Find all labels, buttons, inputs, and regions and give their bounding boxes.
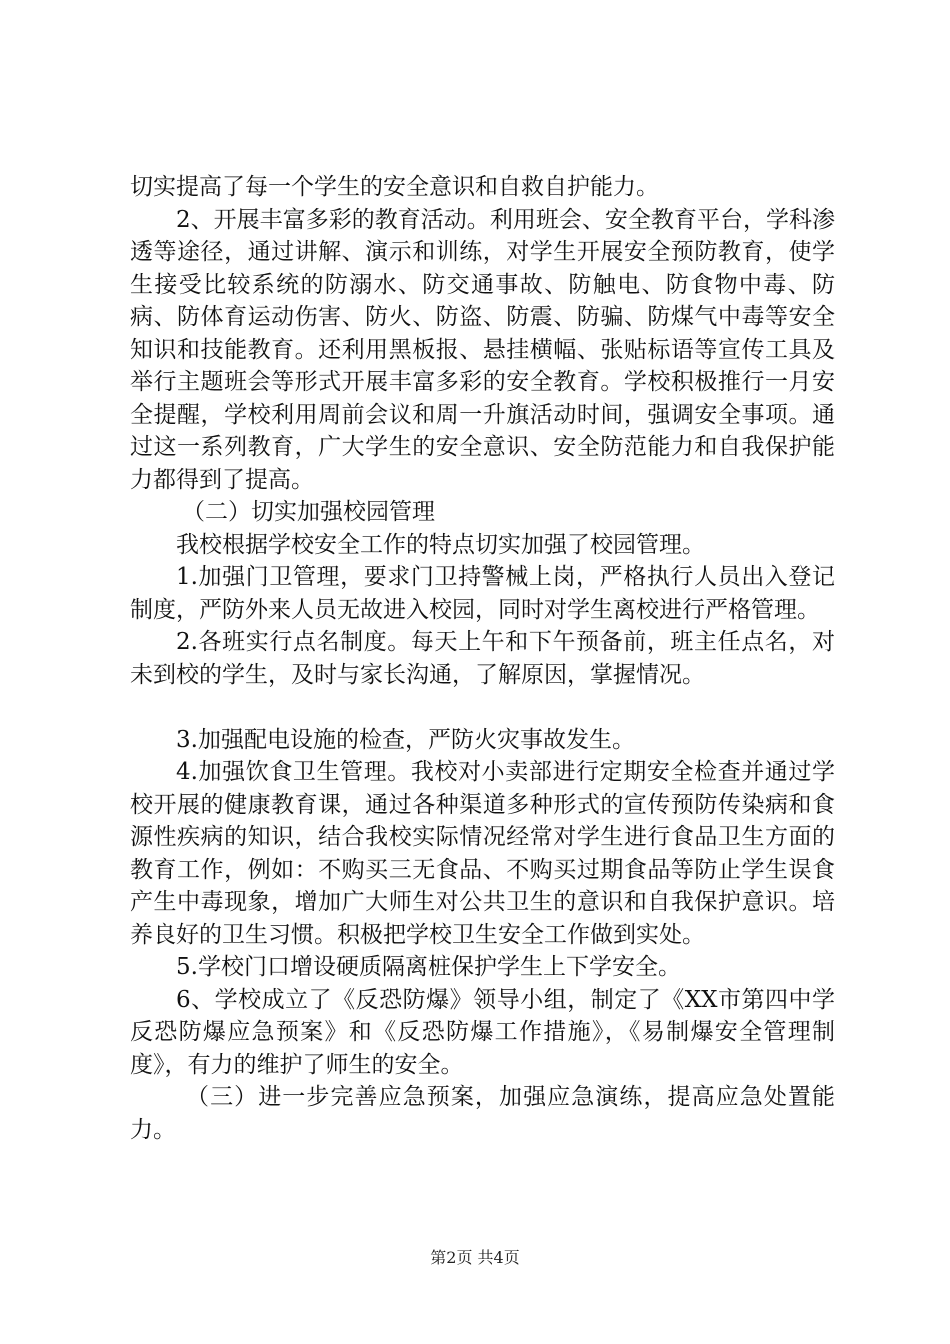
section-heading-campus-management: （二）切实加强校园管理 [182,499,435,525]
paragraph-gate-management: 1.加强门卫管理，要求门卫持警械上岗，严格执行人员出入登记制度，严防外来人员无故进入校园，同时对学生离校进行严格管理。 [130,564,835,623]
paragraph-campus-management-intro: 我校根据学校安全工作的特点切实加强了校园管理。 [176,531,705,558]
paragraph-electrical-inspection: 3.加强配电设施的检查，严防火灾事故发生。 [176,726,635,753]
paragraph-food-hygiene: 4.加强饮食卫生管理。我校对小卖部进行定期安全检查并通过学校开展的健康教育课，通过各种渠道多种形式的宣传预防传染病和食源性疾病的知识，结合我校实际情况经常对学生进行食品卫生方面的教育工作，例如：不购买三无食品、不购买过期食品等防止学生误食产生中毒现象，增加广大师生对公共卫生的意识和自我保护意识。培养良好的卫生习惯。积极把学校卫生安全工作做到实处。 [130,759,835,948]
page-number: 第2页 共4页 [430,1248,520,1267]
paragraph-continuation: 切实提高了每一个学生的安全意识和自救自护能力。 [130,174,659,200]
document-body [130,171,835,1146]
paragraph-barrier-posts: 5.学校门口增设硬质隔离桩保护学生上下学安全。 [176,954,681,980]
page-footer [0,1245,950,1268]
paragraph-education-activities: 2、开展丰富多彩的教育活动。利用班会、安全教育平台，学科渗透等途径，通过讲解、演示和训练，对学生开展安全预防教育，使学生接受比较系统的防溺水、防交通事故、防触电、防食物中毒、防病、防体育运动伤害、防火、防盗、防震、防骗、防煤气中毒等安全知识和技能教育。还利用黑板报、悬挂横幅、张贴标语等宣传工具及举行主题班会等形式开展丰富多彩的安全教育。学校积极推行一月安全提醒，学校利用周前会议和周一升旗活动时间，强调安全事项。通过这一系列教育，广大学生的安全意识、安全防范能力和自我保护能力都得到了提高。 [130,206,835,493]
section-heading-emergency-plan: （三）进一步完善应急预案，加强应急演练，提高应急处置能力。 [130,1084,835,1143]
paragraph-roll-call: 2.各班实行点名制度。每天上午和下午预备前，班主任点名，对未到校的学生，及时与家长沟通，了解原因，掌握情况。 [130,629,835,688]
paragraph-spacer [130,691,835,724]
paragraph-anti-terror: 6、学校成立了《反恐防爆》领导小组，制定了《XX市第四中学反恐防爆应急预案》和《反恐防爆工作措施》，《易制爆安全管理制度》，有力的维护了师生的安全。 [130,986,835,1078]
